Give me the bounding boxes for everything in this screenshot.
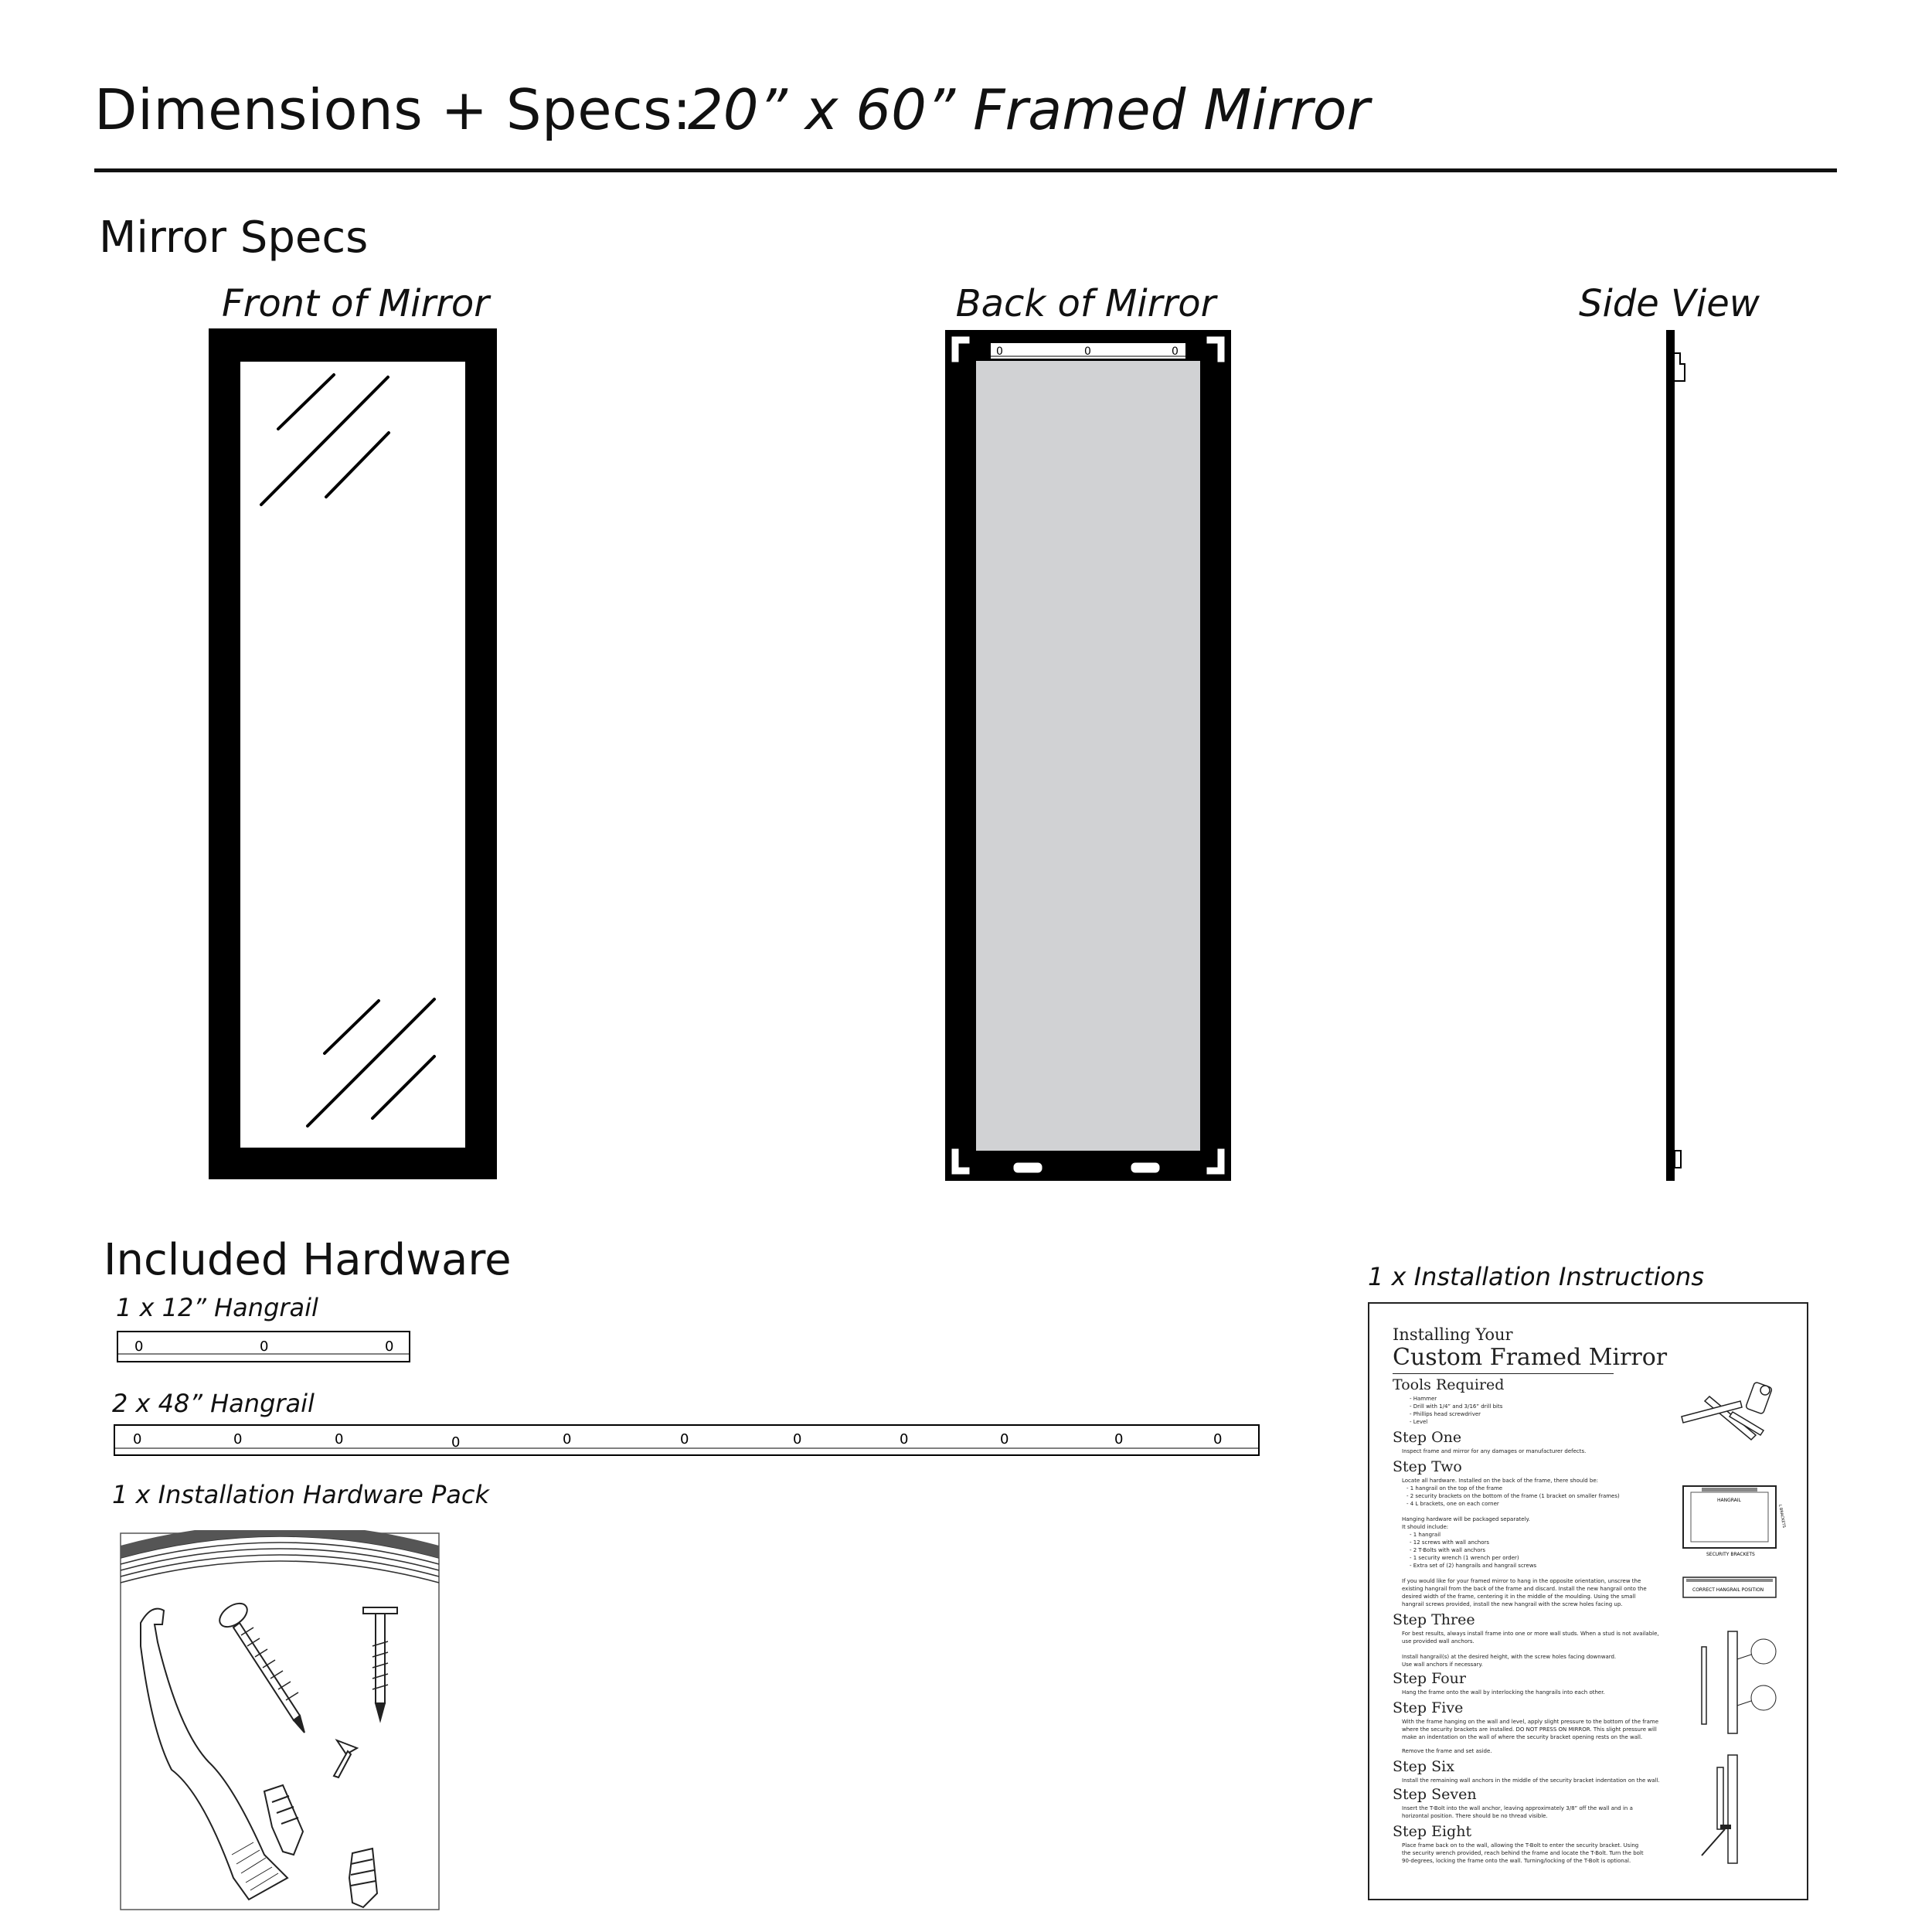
step4-text: Hang the frame onto the wall by interlocking the hangrails into each other.: [1402, 1689, 1605, 1696]
step2-text: - 12 screws with wall anchors: [1410, 1539, 1490, 1546]
step2-text: - 1 security wrench (1 wrench per order): [1410, 1555, 1519, 1561]
hangrail-48-label: 2 x 48” Hangrail: [112, 1389, 315, 1418]
back-hangrail-hole-left: 0: [996, 345, 1003, 358]
step1-text: Inspect frame and mirror for any damages or manufacturer defects.: [1402, 1448, 1587, 1454]
tools-item: - Phillips head screwdriver: [1410, 1411, 1481, 1417]
hangrail-12-hole: 0: [134, 1338, 144, 1355]
step7-text: Insert the T-Bolt into the wall anchor, leaving approximately 3/8” off the wall and in a: [1402, 1805, 1633, 1811]
included-hardware-heading: Included Hardware: [104, 1235, 512, 1285]
step6-text: Install the remaining wall anchors in the middle of the security bracket indentation on the wall.: [1402, 1777, 1660, 1784]
hardware-pack-drawing: [117, 1530, 442, 1913]
back-of-mirror-label: Back of Mirror: [955, 282, 1216, 325]
step3-text: Install hangrail(s) at the desired height, with the screw holes facing downward.: [1402, 1654, 1617, 1660]
back-of-mirror-drawing: [945, 330, 1233, 1182]
instructions-sheet: [1368, 1302, 1808, 1900]
hangrail-48-hole: 0: [451, 1434, 461, 1451]
step2-text: - 4 L brackets, one on each corner: [1406, 1501, 1499, 1507]
back-panel: [976, 361, 1200, 1151]
step4-heading: Step Four: [1393, 1670, 1466, 1687]
hangrail-12-hole: 0: [260, 1338, 269, 1355]
side-view-drawing: [1662, 330, 1692, 1184]
front-of-mirror-drawing: [209, 328, 502, 1182]
hangrail-48-hole: 0: [1000, 1431, 1009, 1447]
step3-text: use provided wall anchors.: [1402, 1638, 1475, 1645]
header-divider: [94, 168, 1837, 172]
step8-text: Place frame back on to the wall, allowing the T-Bolt to enter the security bracket. Using: [1402, 1842, 1639, 1849]
fig-hangrail-label: HANGRAIL: [1717, 1498, 1741, 1503]
step7-heading: Step Seven: [1393, 1786, 1477, 1803]
step2-text: hangrail screws provided, install the new hangrail with the screw holes facing up.: [1402, 1601, 1623, 1607]
fig-correct-position-label: CORRECT HANGRAIL POSITION: [1692, 1587, 1764, 1593]
back-hangrail-hole-right: 0: [1172, 345, 1179, 358]
step2-text: - 2 security brackets on the bottom of the frame (1 bracket on smaller frames): [1406, 1493, 1620, 1499]
tools-item: - Hammer: [1410, 1396, 1437, 1402]
step2-text: If you would like for your framed mirror to hang in the opposite orientation, unscrew the: [1402, 1578, 1641, 1584]
hangrail-12-label: 1 x 12” Hangrail: [116, 1293, 318, 1322]
side-security-bracket-profile: [1675, 1151, 1681, 1168]
back-hangrail-hole-middle: 0: [1084, 345, 1091, 358]
step8-heading: Step Eight: [1393, 1823, 1472, 1840]
hangrail-12-drawing: [116, 1329, 411, 1365]
step7-text: horizontal position. There should be no thread visible.: [1402, 1813, 1548, 1819]
step2-text: existing hangrail from the back of the frame and discard. Install the new hangrail onto the: [1402, 1586, 1647, 1592]
side-view-label: Side View: [1578, 282, 1760, 325]
step2-text: - 1 hangrail: [1410, 1532, 1441, 1538]
step6-heading: Step Six: [1393, 1758, 1454, 1775]
hangrail-48-hole: 0: [1114, 1431, 1124, 1447]
frame-back-figure: [1679, 1481, 1794, 1559]
step1-heading: Step One: [1393, 1429, 1462, 1446]
instructions-title-rule: [1393, 1373, 1614, 1374]
security-bracket-left: [1013, 1162, 1043, 1173]
tools-item: - Level: [1410, 1419, 1428, 1425]
hangrail-48-hole: 0: [900, 1431, 909, 1447]
fig-l-brackets-label: L BRACKETS: [1777, 1504, 1787, 1529]
hangrail-48-drawing: [113, 1423, 1260, 1458]
step5-text: Remove the frame and set aside.: [1402, 1748, 1492, 1754]
step8-text: 90-degrees, locking the frame onto the wall. Turning/locking of the T-Bolt is optional.: [1402, 1858, 1631, 1864]
hangrail-12-hole: 0: [385, 1338, 394, 1355]
side-hangrail-profile: [1675, 353, 1685, 381]
page-title: Dimensions + Specs:: [94, 77, 692, 142]
security-bracket-right: [1131, 1162, 1160, 1173]
step3-text: For best results, always install frame into one or more wall studs. When a stud is not available,: [1402, 1631, 1659, 1637]
hangrail-48-hole: 0: [1213, 1431, 1223, 1447]
wall-anchor-2: [349, 1849, 377, 1907]
step2-text: Locate all hardware. Installed on the back of the frame, there should be:: [1402, 1478, 1599, 1484]
hardware-pack-label: 1 x Installation Hardware Pack: [112, 1480, 490, 1509]
hangrail-48-hole: 0: [233, 1431, 243, 1447]
hangrail-48-hole: 0: [133, 1431, 142, 1447]
step8-text: the security wrench provided, reach behind the frame and locate the T-Bolt. Turn the bolt: [1402, 1850, 1644, 1856]
instructions-title-line1: Installing Your: [1393, 1325, 1513, 1344]
wall-install-figure: [1686, 1628, 1787, 1736]
side-frame: [1666, 330, 1675, 1181]
front-mirror-glass: [240, 362, 465, 1148]
tools-heading: Tools Required: [1393, 1376, 1505, 1393]
step2-text: Hanging hardware will be packaged separately.: [1402, 1516, 1530, 1522]
hangrail-48-hole: 0: [680, 1431, 689, 1447]
instructions-title-line2: Custom Framed Mirror: [1393, 1344, 1668, 1371]
step5-heading: Step Five: [1393, 1699, 1464, 1716]
step2-text: It should include:: [1402, 1524, 1449, 1530]
hangrail-48-hole: 0: [335, 1431, 344, 1447]
fig-security-brackets-label: SECURITY BRACKETS: [1706, 1552, 1755, 1557]
mirror-specs-heading: Mirror Specs: [99, 213, 369, 263]
tools-item: - Drill with 1/4” and 3/16” drill bits: [1410, 1403, 1503, 1410]
step5-text: where the security brackets are installed. DO NOT PRESS ON MIRROR. This slight pressure will: [1402, 1726, 1657, 1733]
hangrail-48-hole: 0: [793, 1431, 802, 1447]
step2-text: - 2 T-Bolts with wall anchors: [1410, 1547, 1486, 1553]
hangrail-position-figure: [1679, 1573, 1794, 1604]
step2-heading: Step Two: [1393, 1458, 1462, 1475]
step2-text: desired width of the frame, centering it in the middle of the moulding. Using the small: [1402, 1594, 1636, 1600]
instructions-label: 1 x Installation Instructions: [1368, 1262, 1704, 1291]
step3-heading: Step Three: [1393, 1611, 1475, 1628]
page-subtitle: 20” x 60” Framed Mirror: [688, 77, 1370, 142]
front-of-mirror-label: Front of Mirror: [221, 282, 490, 325]
step5-text: With the frame hanging on the wall and level, apply slight pressure to the bottom of the frame: [1402, 1719, 1659, 1725]
final-lock-figure: [1686, 1752, 1787, 1868]
step5-text: make an indentation on the wall of where the security bracket opening rests on the wall.: [1402, 1734, 1643, 1740]
step2-text: - 1 hangrail on the top of the frame: [1406, 1485, 1503, 1492]
hangrail-48-hole: 0: [563, 1431, 572, 1447]
step2-text: - Extra set of (2) hangrails and hangrail screws: [1410, 1563, 1537, 1569]
tools-illustration: [1679, 1373, 1794, 1451]
step3-text: Use wall anchors if necessary.: [1402, 1662, 1483, 1668]
